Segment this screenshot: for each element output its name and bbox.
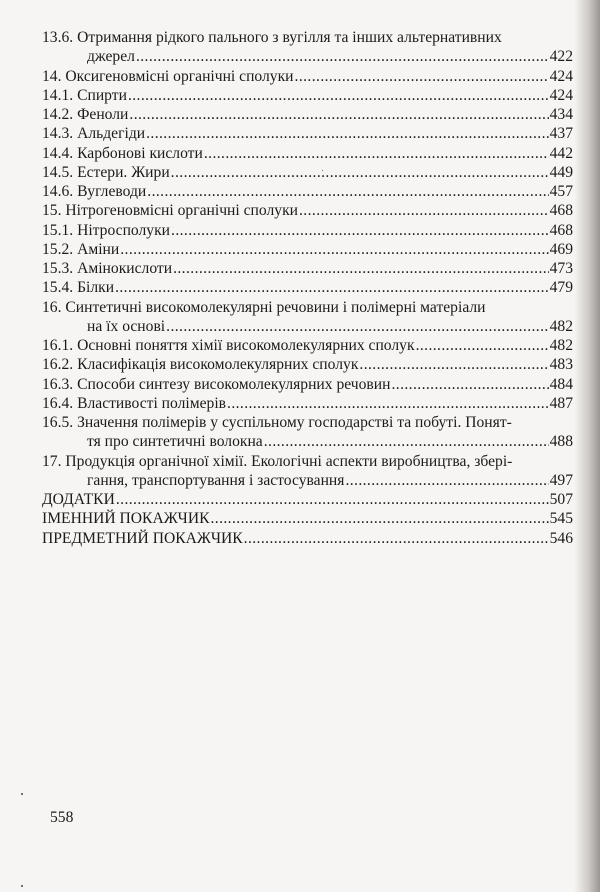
toc-entry-label: 14.1. Спирти: [42, 86, 127, 104]
toc-page-number: 424: [549, 86, 573, 104]
toc-page-number: 434: [549, 106, 573, 123]
toc-entry-label: ДОДАТКИ: [42, 491, 115, 508]
scan-speck: [322, 170, 323, 171]
toc-entry-14-6[interactable]: [42, 182, 573, 201]
dot-leader: [416, 336, 549, 355]
page-binding-shadow: [574, 0, 600, 892]
toc-entry-subject-index[interactable]: [42, 529, 573, 548]
toc-entry-16-3[interactable]: [42, 375, 573, 394]
toc-page-number: 482: [549, 337, 573, 354]
toc-entry-label: на їх основі: [87, 317, 166, 335]
toc-entry-label: тя про синтетичні волокна: [87, 433, 263, 451]
toc-entry-appendices[interactable]: [42, 490, 573, 509]
toc-entry-15[interactable]: [42, 201, 573, 220]
toc-page-number: 422: [549, 48, 573, 66]
toc-entry-label: 14.3. Альдегіди: [42, 125, 146, 143]
toc-page-number: 488: [549, 433, 573, 451]
toc-page-number: 497: [549, 471, 573, 489]
toc-entry-14[interactable]: [42, 67, 573, 86]
toc-entry-label: 15.2. Аміни: [42, 240, 120, 258]
table-of-contents: [42, 28, 573, 548]
dot-leader: [129, 105, 548, 124]
toc-entry-16-4[interactable]: [42, 394, 573, 413]
toc-entry-first-line: 16. Синтетичні високомолекулярні речовини і полімерні матеріали: [42, 298, 486, 316]
toc-entry-label: джерел: [87, 48, 135, 66]
toc-page-number: 469: [549, 240, 573, 258]
toc-entry-16-5[interactable]: [42, 413, 573, 452]
toc-entry-label: 16.4. Властивості полімерів: [42, 394, 227, 412]
toc-entry-label: ПРЕДМЕТНИЙ ПОКАЖЧИК: [42, 529, 243, 547]
dot-leader: [116, 490, 549, 509]
toc-entry-label: ІМЕННИЙ ПОКАЖЧИК: [42, 510, 210, 528]
toc-entry-label: гання, транспортування і застосування: [87, 471, 345, 489]
dot-leader: [147, 182, 548, 201]
toc-page-number: 546: [549, 529, 573, 547]
page-number: 558: [50, 809, 74, 826]
toc-entry-15-3[interactable]: [42, 259, 573, 278]
dot-leader: [264, 432, 549, 451]
dot-leader: [227, 394, 549, 413]
dot-leader: [136, 47, 549, 66]
toc-page-number: 468: [549, 221, 573, 239]
toc-page-number: 457: [549, 183, 573, 200]
toc-page-number: 487: [549, 394, 573, 412]
toc-entry-15-1[interactable]: [42, 221, 573, 240]
dot-leader: [359, 355, 548, 374]
dot-leader: [299, 201, 549, 220]
dot-leader: [345, 471, 548, 490]
dot-leader: [391, 375, 548, 394]
dot-leader: [115, 278, 549, 297]
toc-page-number: 449: [549, 163, 573, 181]
toc-entry-first-line: 16.5. Значення полімерів у суспільному господарстві та побуті. Понят-: [42, 414, 512, 431]
toc-entry-17[interactable]: [42, 452, 573, 491]
toc-page-number: 437: [549, 125, 573, 143]
toc-entry-label: 14.6. Вуглеводи: [42, 183, 147, 200]
toc-page-number: 545: [549, 510, 573, 528]
toc-entry-14-1[interactable]: [42, 86, 573, 105]
toc-entry-first-line: 17. Продукція органічної хімії. Екологічні аспекти виробництва, збері-: [42, 452, 513, 470]
toc-entry-16-2[interactable]: [42, 355, 573, 374]
dot-leader: [244, 529, 549, 548]
toc-entry-label: 16.1. Основні поняття хімії високомолекулярних сполук: [42, 337, 415, 354]
dot-leader: [204, 144, 549, 163]
toc-entry-label: 15.1. Нітросполуки: [42, 221, 171, 239]
dot-leader: [171, 221, 549, 240]
toc-entry-label: 15.4. Білки: [42, 279, 115, 297]
toc-page-number: 473: [549, 260, 573, 277]
toc-entry-label: 14.5. Естери. Жири: [42, 163, 170, 181]
toc-entry-label: 16.2. Класифікація високомолекулярних сполук: [42, 356, 359, 374]
toc-entry-15-4[interactable]: [42, 278, 573, 297]
toc-entry-14-2[interactable]: [42, 105, 573, 124]
toc-entry-14-3[interactable]: [42, 124, 573, 143]
dot-leader: [166, 317, 548, 336]
dot-leader: [120, 240, 548, 259]
toc-entry-label: 16.3. Способи синтезу високомолекулярних речовин: [42, 375, 391, 393]
toc-page-number: 507: [549, 491, 573, 508]
toc-page-number: 442: [549, 144, 573, 162]
scan-speck: [21, 885, 23, 887]
toc-page-number: 484: [549, 375, 573, 393]
toc-entry-first-line: 13.6. Отримання рідкого пального з вугілля та інших альтернативних: [42, 29, 502, 46]
toc-page-number: 479: [549, 279, 573, 297]
dot-leader: [173, 259, 549, 278]
toc-entry-label: 14.4. Карбонові кислоти: [42, 144, 203, 162]
toc-page-number: 468: [549, 202, 573, 220]
dot-leader: [210, 509, 548, 528]
toc-entry-name-index[interactable]: [42, 509, 573, 528]
toc-page-number: 483: [549, 356, 573, 374]
toc-entry-14-5[interactable]: [42, 163, 573, 182]
toc-entry-label: 14.2. Феноли: [42, 106, 129, 123]
toc-entry-14-4[interactable]: [42, 144, 573, 163]
toc-entry-16[interactable]: [42, 298, 573, 337]
toc-entry-label: 14. Оксигеновмісні органічні сполуки: [42, 67, 294, 85]
dot-leader: [295, 67, 549, 86]
dot-leader: [146, 124, 549, 143]
toc-entry-13-6[interactable]: [42, 28, 573, 67]
dot-leader: [128, 86, 549, 105]
toc-entry-label: 15.3. Амінокислоти: [42, 260, 173, 277]
toc-page-number: 424: [549, 67, 573, 85]
scan-speck: [21, 793, 23, 795]
toc-entry-label: 15. Нітрогеновмісні органічні сполуки: [42, 202, 298, 220]
toc-page-number: 482: [549, 317, 573, 335]
dot-leader: [171, 163, 549, 182]
toc-entry-16-1[interactable]: [42, 336, 573, 355]
toc-entry-15-2[interactable]: [42, 240, 573, 259]
